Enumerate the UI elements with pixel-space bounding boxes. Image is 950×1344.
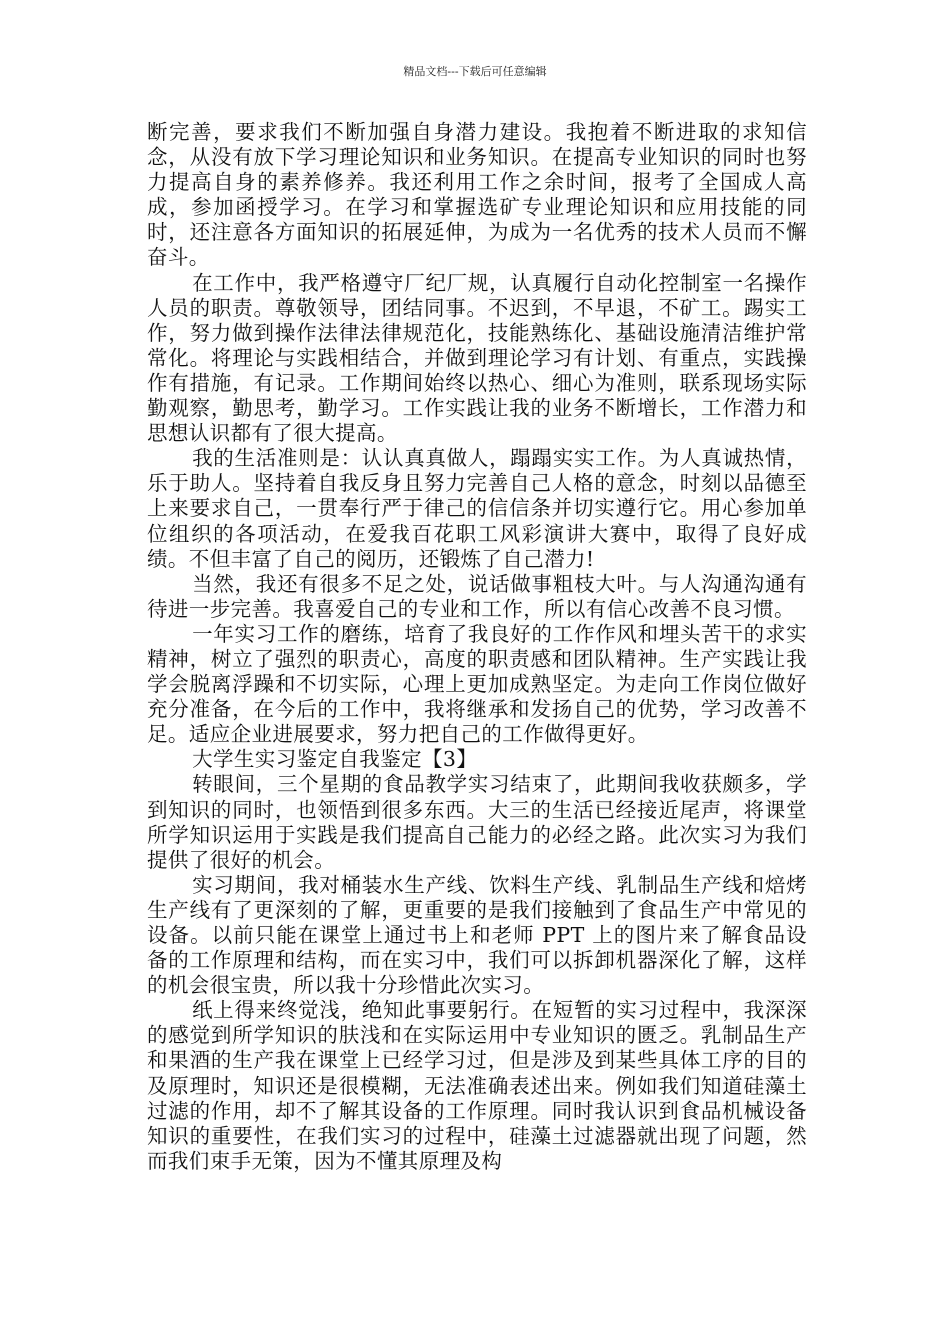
paragraph: 我的生活准则是：认认真真做人，蹋蹋实实工作。为人真诚热情，乐于助人。坚持着自我反身且努力完善自己人格的意念，时刻以品德至上来要求自己，一贯奉行严于律己的信信条并切实遵行它。用心参加单位组织的各项活动，在爱我百花职工风彩演讲大赛中，取得了良好成绩。不但丰富了自己的阅历，还锻炼了自己潜力! xyxy=(147,446,807,571)
paragraph: 当然，我还有很多不足之处，说话做事粗枝大叶。与人沟通沟通有待进一步完善。我喜爱自己的专业和工作，所以有信心改善不良习惯。 xyxy=(147,571,807,621)
paragraph: 一年实习工作的磨练，培育了我良好的工作作风和埋头苦干的求实精神，树立了强烈的职责心，高度的职责感和团队精神。生产实践让我学会脱离浮躁和不切实际，心理上更加成熟坚定。为走向工作岗位做好充分准备，在今后的工作中，我将继承和发扬自己的优势，学习改善不足。适应企业进展要求，努力把自己的工作做得更好。 xyxy=(147,621,807,747)
section-heading: 大学生实习鉴定自我鉴定【3】 xyxy=(192,747,478,772)
paragraph: 转眼间，三个星期的食品教学实习结束了，此期间我收获颇多，学到知识的同时，也领悟到很多东西。大三的生活已经接近尾声，将课堂所学知识运用于实践是我们提高自己能力的必经之路。此次实习为我们提供了很好的机会。 xyxy=(147,772,807,872)
page-header: 精品文档---下载后可任意编辑 xyxy=(403,65,547,78)
document-body xyxy=(147,120,807,1174)
paragraph: 断完善，要求我们不断加强自身潜力建设。我抱着不断进取的求知信念，从没有放下学习理论知识和业务知识。在提高专业知识的同时也努力提高自身的素养修养。我还利用工作之余时间，报考了全国成人高成，参加函授学习。在学习和掌握选矿专业理论知识和应用技能的同时，还注意各方面知识的拓展延伸，为成为一名优秀的技术人员而不懈奋斗。 xyxy=(147,120,807,270)
paragraph: 在工作中，我严格遵守厂纪厂规，认真履行自动化控制室一名操作人员的职责。尊敬领导，团结同事。不迟到，不早退，不矿工。踢实工作，努力做到操作法律法律规范化，技能熟练化、基础设施清洁维护常常化。将理论与实践相结合，并做到理论学习有计划、有重点，实践操作有措施，有记录。工作期间始终以热心、细心为准则，联系现场实际勤观察，勤思考，勤学习。工作实践让我的业务不断增长，工作潜力和思想认识都有了很大提高。 xyxy=(147,270,807,446)
paragraph: 实习期间，我对桶装水生产线、饮料生产线、乳制品生产线和焙烤生产线有了更深刻的了解，更重要的是我们接触到了食品生产中常见的设备。以前只能在课堂上通过书上和老师 PPT 上的图片来了解食品设备的工作原理和结构，而在实习中，我们可以拆卸机器深化了解，这样的机会很宝贵，所以我十分珍惜此次实习。 xyxy=(147,872,807,998)
paragraph: 纸上得来终觉浅，绝知此事要躬行。在短暂的实习过程中，我深深的感觉到所学知识的肤浅和在实际运用中专业知识的匮乏。乳制品生产和果酒的生产我在课堂上已经学习过，但是涉及到某些具体工序的目的及原理时，知识还是很模糊，无法准确表述出来。例如我们知道硅藻土过滤的作用，却不了解其设备的工作原理。同时我认识到食品机械设备知识的重要性，在我们实习的过程中，硅藻土过滤器就出现了问题，然而我们束手无策，因为不懂其原理及构 xyxy=(147,998,807,1173)
